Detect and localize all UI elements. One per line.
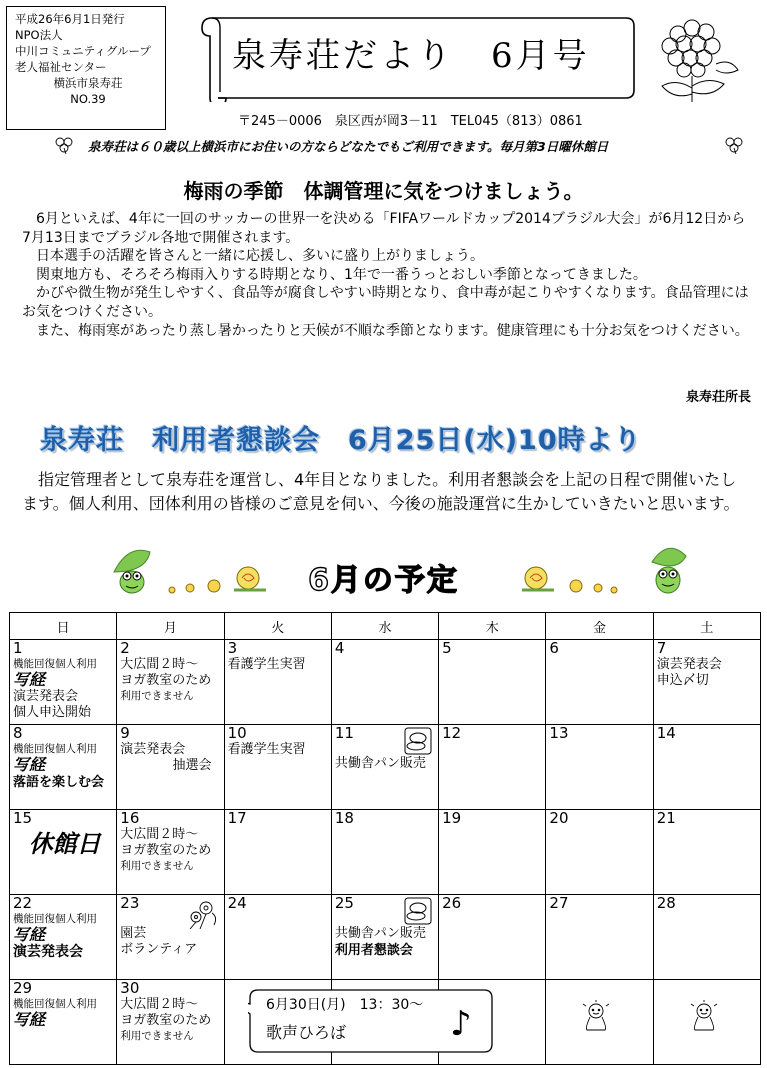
day-number: 28 bbox=[656, 894, 676, 912]
day-cell bbox=[653, 810, 760, 895]
day-cell bbox=[224, 640, 331, 725]
day-cell bbox=[10, 980, 117, 1065]
day-number: 27 bbox=[549, 894, 569, 912]
weekday-mon: 月 bbox=[117, 613, 224, 640]
day-number: 8 bbox=[13, 724, 23, 742]
signature: 泉寿荘所長 bbox=[685, 390, 751, 405]
day-number: 1 bbox=[13, 639, 23, 657]
day-cell bbox=[331, 895, 438, 980]
day-number: 16 bbox=[120, 809, 140, 827]
event: 共働舎パン販売 bbox=[334, 756, 426, 771]
day-cell bbox=[653, 895, 760, 980]
day-cell bbox=[439, 810, 546, 895]
day-number: 12 bbox=[442, 724, 462, 742]
day-number: 18 bbox=[334, 809, 354, 827]
event: 利用者懇談会 bbox=[334, 943, 413, 958]
day-cell bbox=[117, 640, 224, 725]
day-cell bbox=[331, 810, 438, 895]
bread-icon bbox=[404, 727, 432, 755]
calendar-week bbox=[10, 895, 761, 980]
day-cell bbox=[653, 640, 760, 725]
facility-name: 横浜市泉寿荘 bbox=[53, 76, 123, 90]
day-number: 14 bbox=[656, 724, 676, 742]
center-name: 老人福祉センター bbox=[15, 60, 107, 74]
issue-number: NO.39 bbox=[70, 92, 106, 106]
bread-icon bbox=[404, 897, 432, 925]
calendar-week bbox=[10, 640, 761, 725]
day-cell bbox=[117, 980, 224, 1065]
event: 写経 bbox=[13, 925, 46, 944]
event: 機能回復個人利用 bbox=[13, 913, 97, 925]
paragraph: 日本選手の活躍を皆さんと一緒に応援し、多いに盛り上がりましょう。 bbox=[22, 248, 484, 265]
article-body bbox=[22, 210, 750, 340]
day-cell bbox=[117, 725, 224, 810]
event-name: 歌声ひろば bbox=[266, 1023, 347, 1042]
event: 機能回復個人利用 bbox=[13, 998, 97, 1010]
publication-info-box bbox=[6, 6, 166, 130]
hydrangea-icon bbox=[646, 14, 742, 106]
teru-teru-bozu-icon bbox=[689, 1000, 719, 1032]
calendar-week bbox=[10, 725, 761, 810]
day-cell bbox=[224, 725, 331, 810]
schedule-title: 6月の予定 bbox=[308, 563, 459, 598]
event: 個人申込開始 bbox=[13, 705, 92, 720]
meeting-body: 指定管理者として泉寿荘を運営し、4年目となりました。利用者懇談会を上記の日程で開催いたします。個人利用、団体利用の皆様のご意見を伺い、今後の施設運営に生かしていきたいと思います。 bbox=[22, 470, 740, 513]
weekday-tue: 火 bbox=[224, 613, 331, 640]
day-cell bbox=[331, 640, 438, 725]
weekday-wed: 水 bbox=[331, 613, 438, 640]
weekday-sat: 土 bbox=[653, 613, 760, 640]
event: 利用できません bbox=[120, 690, 194, 702]
day-cell bbox=[546, 640, 653, 725]
music-note-icon: ♪ bbox=[450, 1004, 472, 1044]
day-number: 3 bbox=[227, 639, 238, 657]
weekday-header-row bbox=[10, 613, 761, 640]
event: 落語を楽しむ会 bbox=[13, 775, 105, 790]
day-number: 20 bbox=[549, 809, 569, 827]
event: 大広間２時～ bbox=[120, 827, 199, 842]
org-name: 中川コミュニティグループ bbox=[15, 44, 151, 58]
day-number: 6 bbox=[549, 639, 559, 657]
day-cell bbox=[10, 640, 117, 725]
frog-snails-decoration-right bbox=[518, 542, 688, 600]
clover-icon bbox=[724, 136, 744, 154]
day-cell bbox=[10, 810, 117, 895]
day-cell-empty bbox=[546, 980, 653, 1065]
event: 園芸 bbox=[120, 926, 147, 941]
weekday-sun: 日 bbox=[10, 613, 117, 640]
day-cell bbox=[10, 895, 117, 980]
day-number: 9 bbox=[120, 724, 130, 742]
closed-day-label: 休館日 bbox=[28, 830, 101, 858]
day-number: 19 bbox=[442, 809, 462, 827]
day-number: 2 bbox=[120, 639, 130, 657]
day-number: 24 bbox=[227, 894, 247, 912]
event: 大広間２時～ bbox=[120, 997, 199, 1012]
event-date-time: 6月30日(月) 13：30～ bbox=[266, 997, 424, 1013]
day-cell bbox=[10, 725, 117, 810]
paragraph: 関東地方も、そろそろ梅雨入りする時期となり、1年で一番うっとおしい季節となってきました。 bbox=[22, 266, 647, 283]
day-cell bbox=[224, 895, 331, 980]
day-cell bbox=[439, 895, 546, 980]
article-heading: 梅雨の季節 体調管理に気をつけましょう。 bbox=[183, 179, 584, 203]
day-cell-empty bbox=[653, 980, 760, 1065]
address-line: 〒245－0006 泉区西が岡3－11 TEL045（813）0861 bbox=[238, 114, 583, 129]
event: 演芸発表会 bbox=[120, 742, 186, 757]
event: 看護学生実習 bbox=[227, 742, 306, 757]
day-cell bbox=[117, 895, 224, 980]
event: ヨガ教室のため bbox=[120, 673, 212, 688]
event: 演芸発表会 bbox=[13, 689, 79, 704]
event: 演芸発表会 bbox=[656, 657, 722, 672]
day-cell bbox=[439, 725, 546, 810]
weekday-fri: 金 bbox=[546, 613, 653, 640]
day-cell bbox=[331, 725, 438, 810]
day-cell bbox=[653, 725, 760, 810]
clover-icon bbox=[54, 136, 74, 154]
event: 共働舎パン販売 bbox=[334, 926, 426, 941]
event: 機能回復個人利用 bbox=[13, 743, 97, 755]
day-number: 23 bbox=[120, 894, 140, 912]
day-number: 17 bbox=[227, 809, 247, 827]
day-number: 30 bbox=[120, 979, 140, 997]
paragraph: また、梅雨寒があったり蒸し暑かったりと天候が不順な季節となります。健康管理にも十分お気をつけください。 bbox=[22, 322, 749, 339]
day-cell bbox=[546, 725, 653, 810]
day-number: 4 bbox=[334, 639, 345, 657]
event: ボランティア bbox=[120, 942, 198, 957]
day-number: 5 bbox=[442, 639, 452, 657]
day-number: 25 bbox=[334, 894, 354, 912]
paragraph: かびや微生物が発生しやすく、食品等が腐食しやすい時期となり、食中毒が起こりやすくなります。食品管理にはお気をつけください。 bbox=[22, 285, 749, 320]
day-number: 26 bbox=[442, 894, 462, 912]
event: ヨガ教室のため bbox=[120, 843, 212, 858]
calendar-week bbox=[10, 810, 761, 895]
meeting-banner: 泉寿荘 利用者懇談会 6月25日(水)10時より bbox=[40, 425, 642, 456]
event: 抽選会 bbox=[172, 758, 212, 773]
paragraph: 6月といえば、4年に一回のサッカーの世界一を決める「FIFAワールドカップ2014ブラジル大会」が6月12日から7月13日までブラジル各地で開催されます。 bbox=[22, 211, 746, 246]
weekday-thu: 木 bbox=[439, 613, 546, 640]
day-cell bbox=[546, 895, 653, 980]
event: 看護学生実習 bbox=[227, 657, 306, 672]
event: 利用できません bbox=[120, 1030, 194, 1042]
flower-icon bbox=[186, 899, 220, 929]
org-type: NPO法人 bbox=[15, 28, 63, 42]
day-number: 29 bbox=[13, 979, 33, 997]
event: 写経 bbox=[13, 755, 46, 774]
eligibility-notice: 泉寿荘は６０歳以上横浜市にお住いの方ならどなたでもご利用できます。毎月第3日曜休館日 bbox=[88, 139, 609, 154]
day-number: 22 bbox=[13, 894, 33, 912]
day-number: 13 bbox=[549, 724, 569, 742]
event: 利用できません bbox=[120, 860, 194, 872]
event: 写経 bbox=[13, 670, 46, 689]
day-number: 15 bbox=[13, 809, 33, 827]
day-number: 11 bbox=[334, 724, 354, 742]
issue-date: 平成26年6月1日発行 bbox=[15, 12, 125, 26]
newsletter-title: 泉寿荘だより 6月号 bbox=[232, 36, 590, 76]
day-cell bbox=[117, 810, 224, 895]
event: 機能回復個人利用 bbox=[13, 658, 97, 670]
day-cell bbox=[546, 810, 653, 895]
event: 申込〆切 bbox=[656, 673, 709, 688]
day-number: 10 bbox=[227, 724, 247, 742]
event: ヨガ教室のため bbox=[120, 1013, 212, 1028]
event: 演芸発表会 bbox=[13, 944, 83, 960]
day-number: 21 bbox=[656, 809, 676, 827]
day-number: 7 bbox=[656, 639, 667, 657]
day-cell bbox=[224, 810, 331, 895]
event: 写経 bbox=[13, 1010, 46, 1029]
teru-teru-bozu-icon bbox=[581, 1000, 611, 1032]
day-cell bbox=[439, 640, 546, 725]
event: 大広間２時～ bbox=[120, 657, 199, 672]
